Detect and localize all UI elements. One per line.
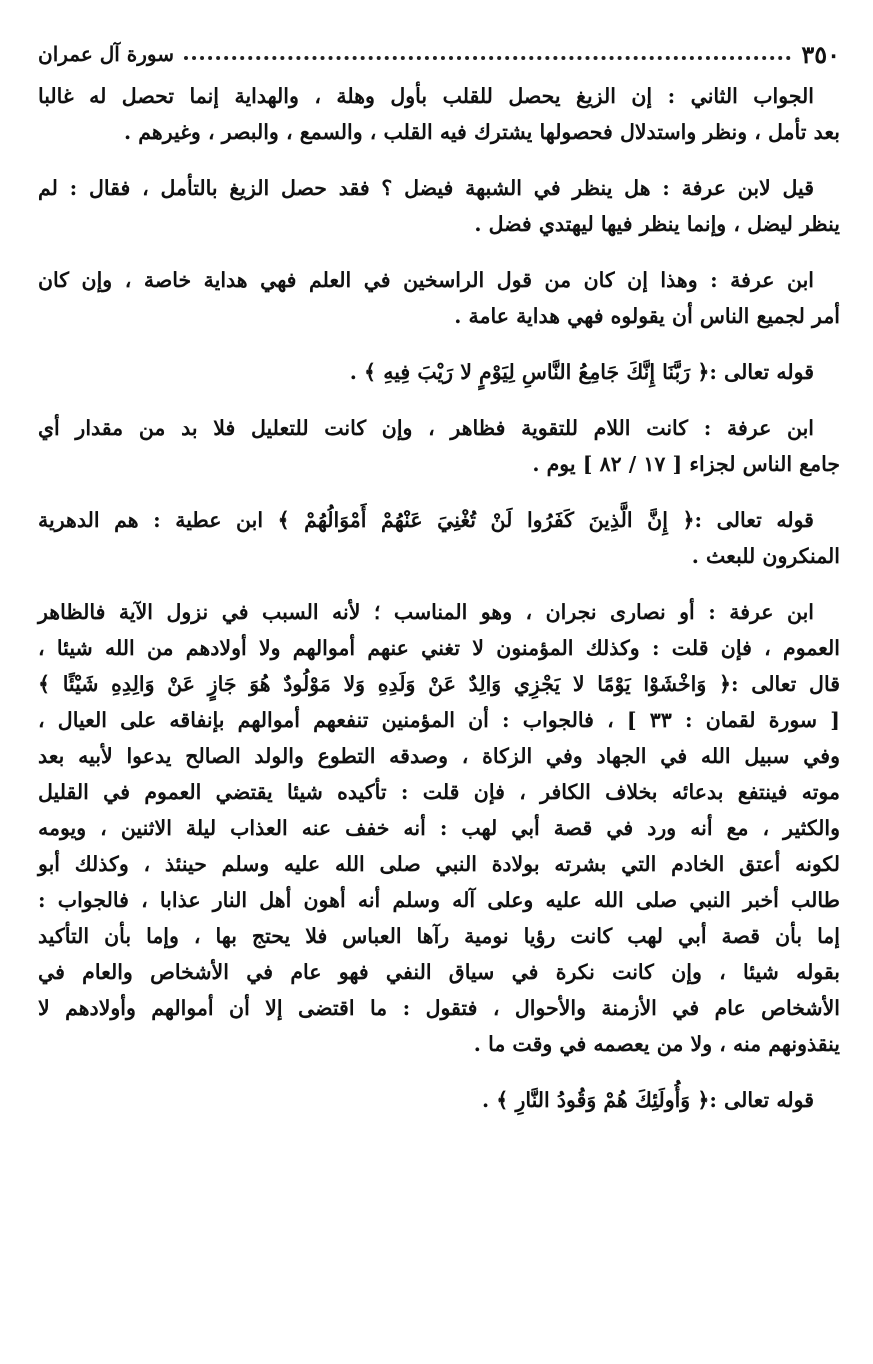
text-line: قال تعالى :﴿ وَاخْشَوْا يَوْمًا لا يَجْزِي وَالِدٌ عَنْ وَلَدِهِ وَلا مَوْلُودٌ هُوَ جَازٍ عَنْ وَالِدِهِ شَيْئًا ﴾	[38, 672, 840, 696]
page-body	[38, 78, 840, 1118]
paragraph	[38, 170, 840, 242]
paragraph	[38, 410, 840, 482]
text-line: جامع الناس لجزاء [ ١٧ / ٨٢ ] يوم .	[532, 452, 840, 476]
text-line: والكثير ، مع أنه ورد في قصة أبي لهب : أنه خفف عنه العذاب ليلة الاثنين ، ويومه	[38, 816, 840, 840]
text-line: قيل لابن عرفة : هل ينظر في الشبهة فيضل ؟ فقد حصل الزيغ بالتأمل ، فقال : لم	[38, 176, 814, 200]
text-line: موته فينتفع بدعائه بخلاف الكافر ، فإن قلت : تأكيده شيئا يقتضي العموم في القليل	[38, 780, 840, 804]
paragraph	[38, 354, 840, 390]
text-line: أمر لجميع الناس أن يقولوه فهي هداية عامة .	[454, 304, 840, 328]
paragraph	[38, 78, 840, 150]
page-number: ٣٥٠	[801, 39, 840, 69]
text-line: الأشخاص عام في الأزمنة والأحوال ، فتقول : ما اقتضى إلا أن أموالهم وأولادهم لا	[38, 996, 840, 1020]
text-line: بقوله شيئا ، وإن كانت نكرة في سياق النفي فهو عام في الأشخاص والعام في	[38, 960, 840, 984]
text-line: [ سورة لقمان : ٣٣ ] ، فالجواب : أن المؤمنين تنفعهم أموالهم بإنفاقه على العيال ،	[38, 708, 840, 732]
header-dotted-rule	[184, 56, 791, 60]
text-line: قوله تعالى :﴿ وَأُولَئِكَ هُمْ وَقُودُ النَّارِ ﴾ .	[482, 1088, 814, 1112]
text-line: الجواب الثاني : إن الزيغ يحصل للقلب بأول وهلة ، والهداية إنما تحصل له غالبا	[38, 84, 814, 108]
text-line: إما بأن قصة أبي لهب كانت رؤيا نومية رآها العباس فلا يحتج بها ، وإما بأن التأكيد	[38, 924, 840, 948]
text-line: ينقذونهم منه ، ولا من يعصمه في وقت ما .	[473, 1032, 840, 1056]
paragraph	[38, 594, 840, 1062]
paragraph	[38, 502, 840, 574]
text-line: ينظر ليضل ، وإنما ينظر فيها ليهتدي فضل .	[474, 212, 840, 236]
text-line: ابن عرفة : كانت اللام للتقوية فظاهر ، وإن كانت للتعليل فلا بد من مقدار أي	[38, 416, 814, 440]
paragraph	[38, 1082, 840, 1118]
text-line: قوله تعالى :﴿ إِنَّ الَّذِينَ كَفَرُوا لَنْ تُغْنِيَ عَنْهُمْ أَمْوَالُهُمْ ﴾ ابن عطية : هم الدهرية	[38, 508, 814, 532]
text-line: المنكرون للبعث .	[691, 544, 840, 568]
text-line: قوله تعالى :﴿ رَبَّنَا إِنَّكَ جَامِعُ النَّاسِ لِيَوْمٍ لا رَيْبَ فِيهِ ﴾ .	[349, 360, 814, 384]
paragraph	[38, 262, 840, 334]
text-line: لكونه أعتق الخادم التي بشرته بولادة النبي صلى الله عليه وسلم حينئذ ، وكذلك أبو	[38, 852, 840, 876]
text-line: ابن عرفة : وهذا إن كان من قول الراسخين في العلم فهي هداية خاصة ، وإن كان	[38, 268, 814, 292]
text-line: ابن عرفة : أو نصارى نجران ، وهو المناسب ؛ لأنه السبب في نزول الآية فالظاهر	[38, 600, 814, 624]
surah-title: سورة آل عمران	[38, 42, 175, 66]
text-line: العموم ، فإن قلت : وكذلك المؤمنون لا تغني عنهم أموالهم ولا أولادهم من الله شيئا ،	[38, 636, 840, 660]
book-page	[38, 34, 840, 1138]
text-line: بعد تأمل ، ونظر واستدلال فحصولها يشترك فيه القلب ، والسمع ، والبصر ، وغيرهم .	[123, 120, 840, 144]
page-header	[38, 34, 840, 74]
text-line: وفي سبيل الله في الجهاد وفي الزكاة ، وصدقه التطوع والولد الصالح يدعوا لأبيه بعد	[38, 744, 840, 768]
text-line: طالب أخبر النبي صلى الله عليه وعلى آله وسلم أنه أهون أهل النار عذابا ، فالجواب :	[38, 888, 840, 912]
